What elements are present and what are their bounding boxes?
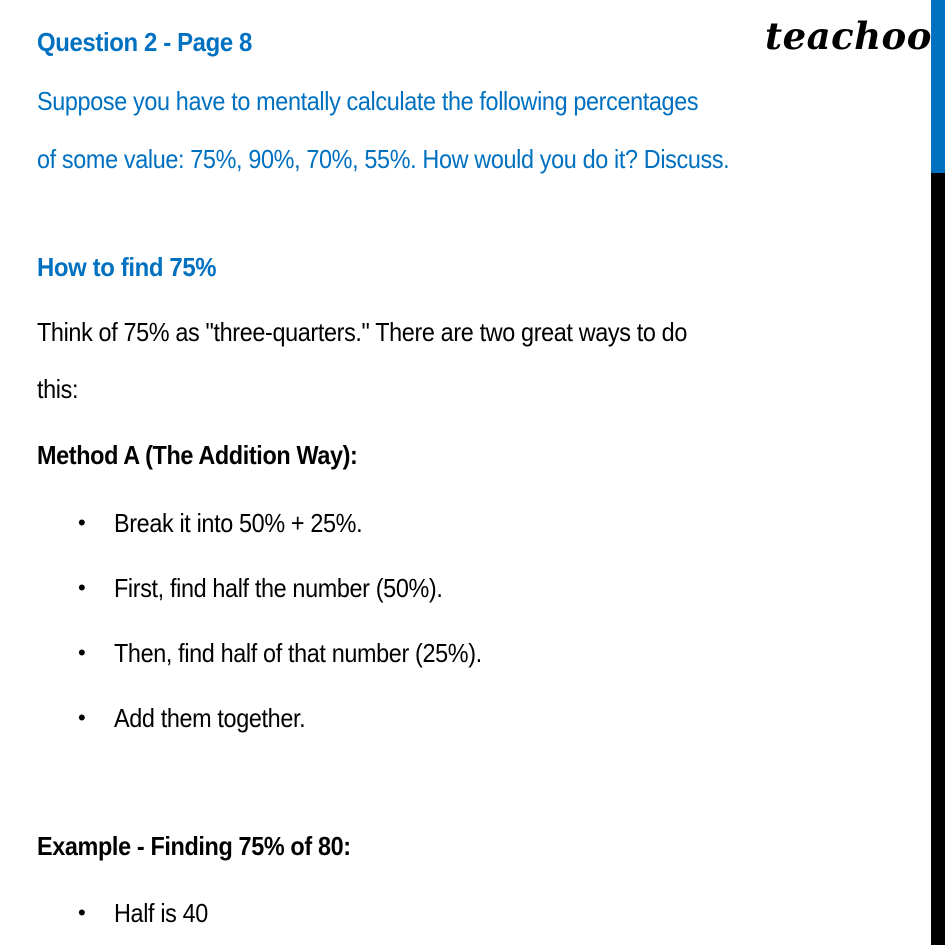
intro-line-2: this: bbox=[37, 374, 79, 404]
section-heading: How to find 75% bbox=[37, 252, 217, 282]
question-line-2: of some value: 75%, 90%, 70%, 55%. How would you do it? Discuss. bbox=[37, 144, 730, 174]
bullet-icon: • bbox=[78, 640, 86, 665]
side-accent-bar-black bbox=[931, 173, 945, 945]
bullet-icon: • bbox=[78, 510, 86, 535]
bullet-icon: • bbox=[78, 900, 86, 925]
list-item-text: Then, find half of that number (25%). bbox=[114, 638, 482, 668]
question-line-1: Suppose you have to mentally calculate the following percentages bbox=[37, 86, 699, 116]
bullet-icon: • bbox=[78, 705, 86, 730]
side-accent-bar-blue bbox=[931, 0, 945, 173]
list-item-text: Add them together. bbox=[114, 703, 306, 733]
intro-line-1: Think of 75% as "three-quarters." There are two great ways to do bbox=[37, 317, 687, 347]
list-item-text: Break it into 50% + 25%. bbox=[114, 508, 363, 538]
list-item-text: First, find half the number (50%). bbox=[114, 573, 443, 603]
method-a-heading: Method A (The Addition Way): bbox=[37, 440, 358, 470]
teachoo-logo: teachoo bbox=[765, 14, 932, 58]
page-title: Question 2 - Page 8 bbox=[37, 27, 252, 57]
list-item-text: Half is 40 bbox=[114, 898, 208, 928]
bullet-icon: • bbox=[78, 575, 86, 600]
example-heading: Example - Finding 75% of 80: bbox=[37, 831, 351, 861]
